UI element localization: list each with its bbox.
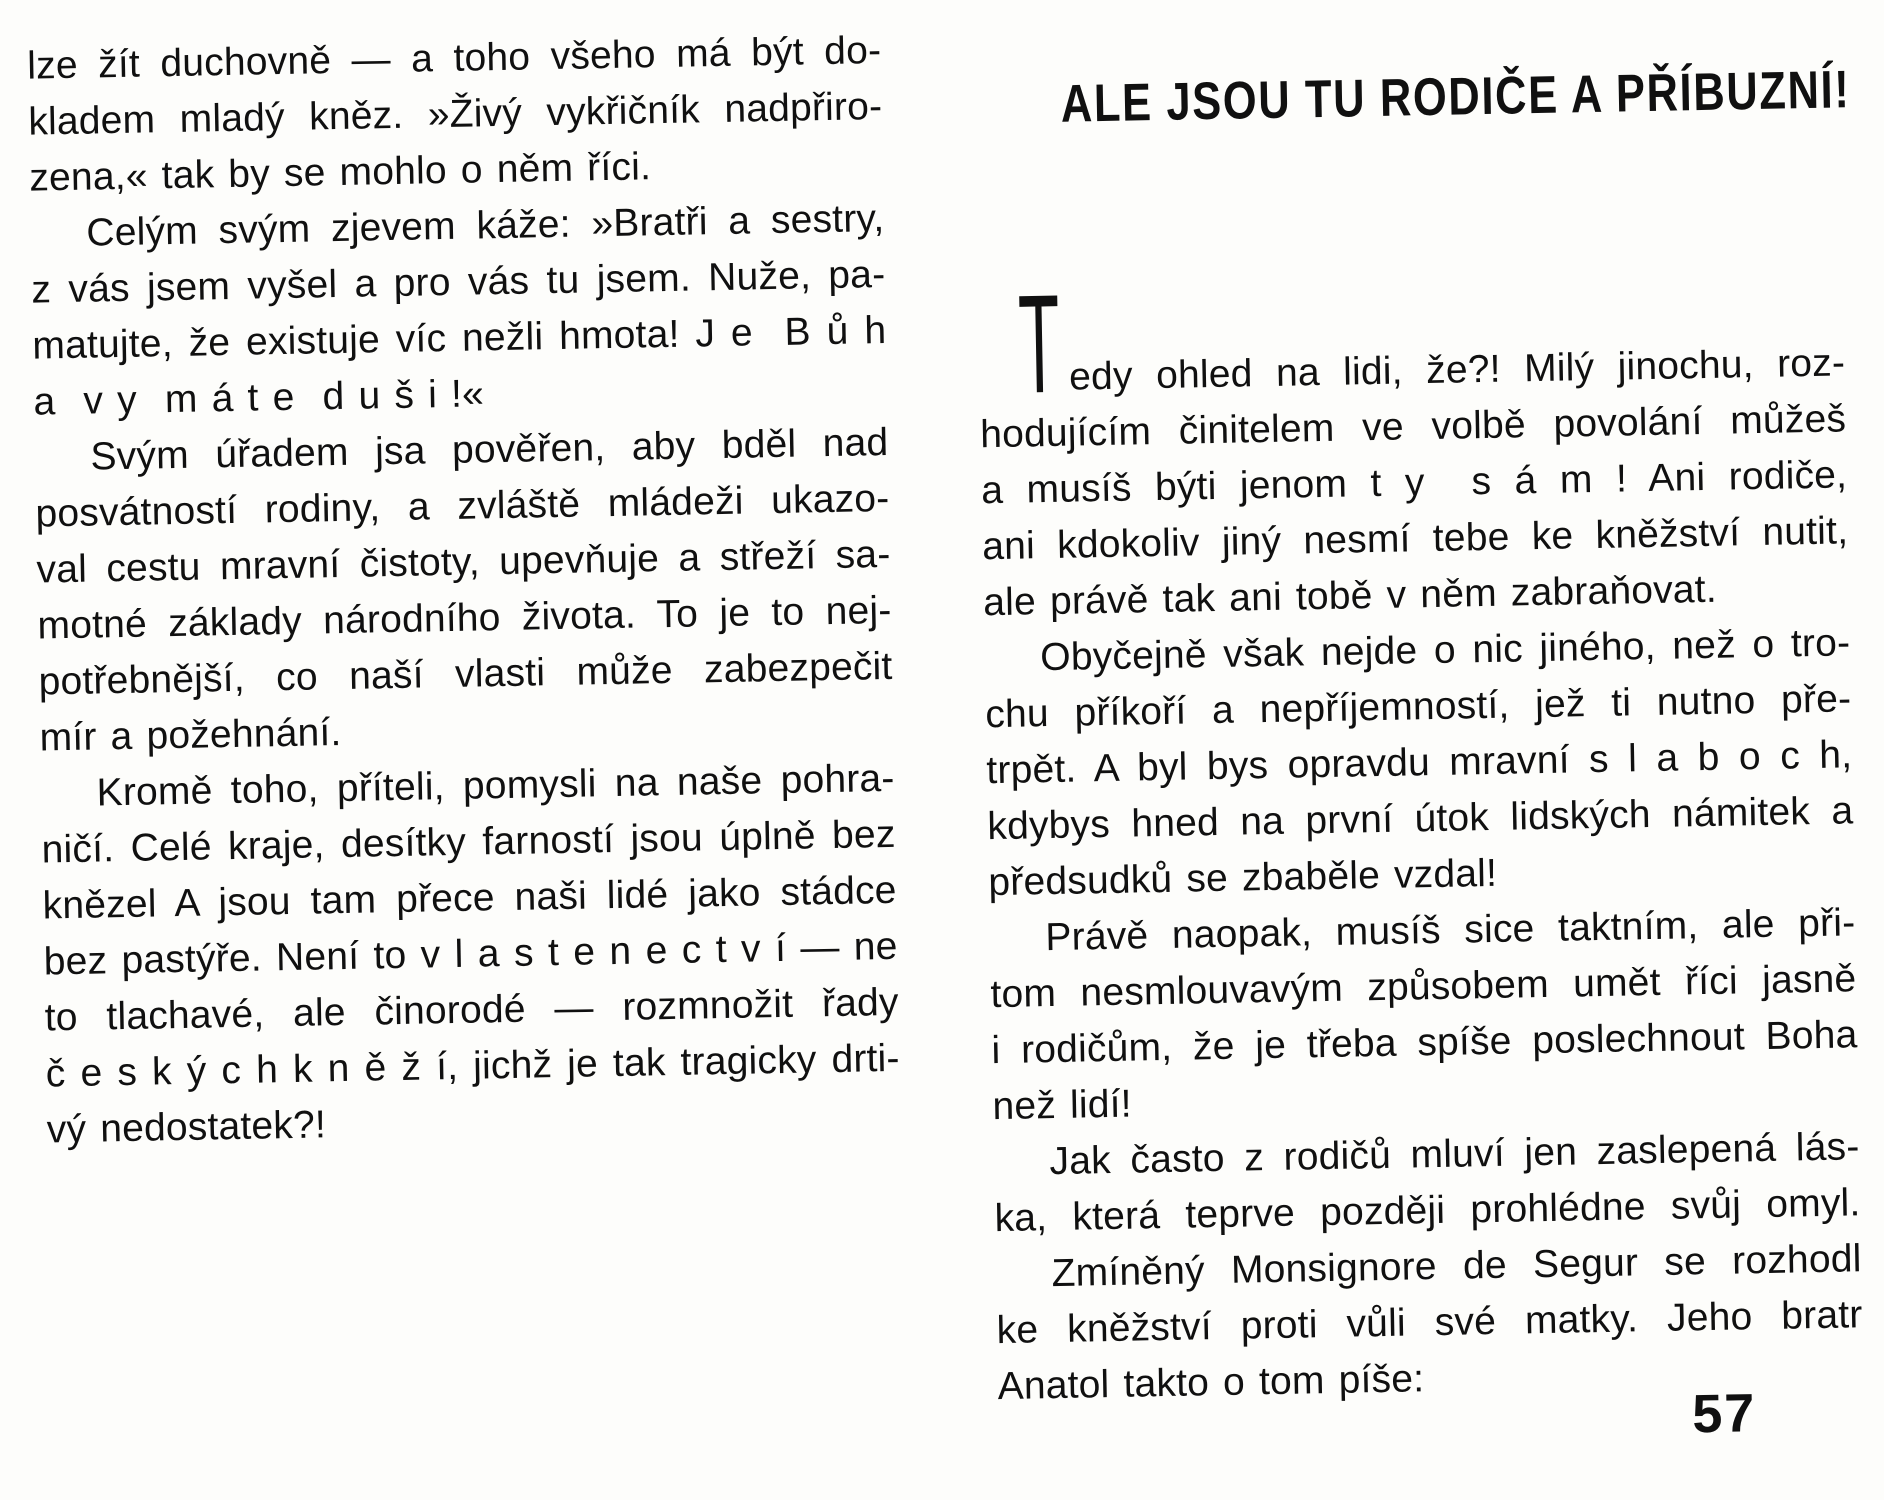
text-line: vý nedostatek?! bbox=[46, 1103, 327, 1152]
section-heading-text: ALE JSOU TU RODIČE A PŘÍBUZNÍ! bbox=[1060, 60, 1851, 134]
text-line: i rodičům, že je třeba spíše poslechnout Boha bbox=[991, 1013, 1858, 1073]
text-line: ničí. Celé kraje, desítky farností jsou úplně bez bbox=[41, 812, 896, 872]
text-line: kladem mladý kněz. »Živý vykřičník nadpřiro- bbox=[27, 84, 883, 144]
text-line: Svým úřadem jsa pověřen, aby bděl nad bbox=[90, 420, 889, 479]
text-line: Obyčejně však nejde o nic jiného, než o tro- bbox=[1039, 621, 1851, 680]
text-line: trpět. A byl bys opravdu mravní s l a b o c h, bbox=[985, 733, 1853, 793]
text-line: Celým svým zjevem káže: »Bratři a sestry, bbox=[85, 196, 885, 255]
text-line: bez pastýře. Není to v l a s t e n e c t v í — ne bbox=[43, 924, 898, 984]
text-line: a musíš býti jenom t y s á m ! Ani rodiče, bbox=[980, 453, 1848, 513]
text-line: než lidí! bbox=[992, 1082, 1133, 1129]
page-number: 57 bbox=[1691, 1383, 1757, 1445]
text-line: Zmíněný Monsignore de Segur se rozhodl bbox=[1051, 1237, 1862, 1296]
text-line: ke kněžství proti vůli své matky. Jeho bratr bbox=[996, 1293, 1863, 1353]
text-line: Právě naopak, musíš sice taktním, ale při- bbox=[1045, 901, 1856, 960]
text-line: matujte, že existuje víc nežli hmota! J e B ů h bbox=[32, 308, 887, 368]
left-text-column bbox=[27, 23, 901, 1158]
text-line: ka, která teprve později prohlédne svůj omyl. bbox=[994, 1181, 1861, 1241]
text-line: posvátností rodiny, a zvláště mládeži ukazo- bbox=[35, 476, 890, 536]
text-line: předsudků se zbaběle vzdal! bbox=[988, 851, 1498, 905]
text-line: edy ohled na lidi, že?! Milý jinochu, roz- bbox=[1068, 341, 1846, 399]
text-line: potřebnější, co naší vlasti může zabezpečit bbox=[38, 644, 893, 704]
text-line: knězel A jsou tam přece naši lidé jako stádce bbox=[42, 868, 897, 928]
right-text-column bbox=[972, 0, 1865, 1499]
text-line: hodujícím činitelem ve volbě povolání můžeš bbox=[979, 397, 1847, 457]
text-line: z vás jsem vyšel a pro vás tu jsem. Nuže, pa- bbox=[31, 252, 886, 312]
text-line: chu příkoří a nepříjemností, jež ti nutno pře- bbox=[984, 677, 1852, 737]
text-line: zena,« tak by se mohlo o něm říci. bbox=[28, 145, 652, 200]
text-line: to tlachavé, ale činorodé — rozmnožit řady bbox=[44, 980, 900, 1040]
section-heading bbox=[974, 60, 1851, 135]
text-line: motné základy národního života. To je to nej- bbox=[37, 588, 892, 648]
text-line: ale právě tak ani tobě v něm zabraňovat. bbox=[982, 567, 1718, 625]
text-line: tom nesmlouvavým způsobem umět říci jasně bbox=[990, 957, 1857, 1017]
text-line: ani kdokoliv jiný nesmí tebe ke kněžství nutit, bbox=[981, 509, 1849, 569]
text-line: Jak často z rodičů mluví jen zaslepená lás- bbox=[1049, 1125, 1860, 1184]
text-line: kdybys hned na první útok lidských námitek a bbox=[987, 789, 1854, 849]
drop-cap-initial: T bbox=[1017, 264, 1062, 423]
text-line: lze žít duchovně — a toho všeho má být do- bbox=[26, 29, 882, 88]
text-line: a v y m á t e d u š i !« bbox=[33, 372, 485, 424]
text-line: mír a požehnání. bbox=[39, 711, 342, 760]
text-line: Kromě toho, příteli, pomysli na naše pohra- bbox=[96, 756, 895, 815]
text-line: Anatol takto o tom píše: bbox=[997, 1357, 1425, 1409]
right-column-body bbox=[979, 335, 1864, 1415]
text-line: val cestu mravní čistoty, upevňuje a střeží sa- bbox=[36, 532, 891, 592]
text-line: č e s k ý c h k n ě ž í, jichž je tak tragicky drti- bbox=[45, 1036, 901, 1096]
